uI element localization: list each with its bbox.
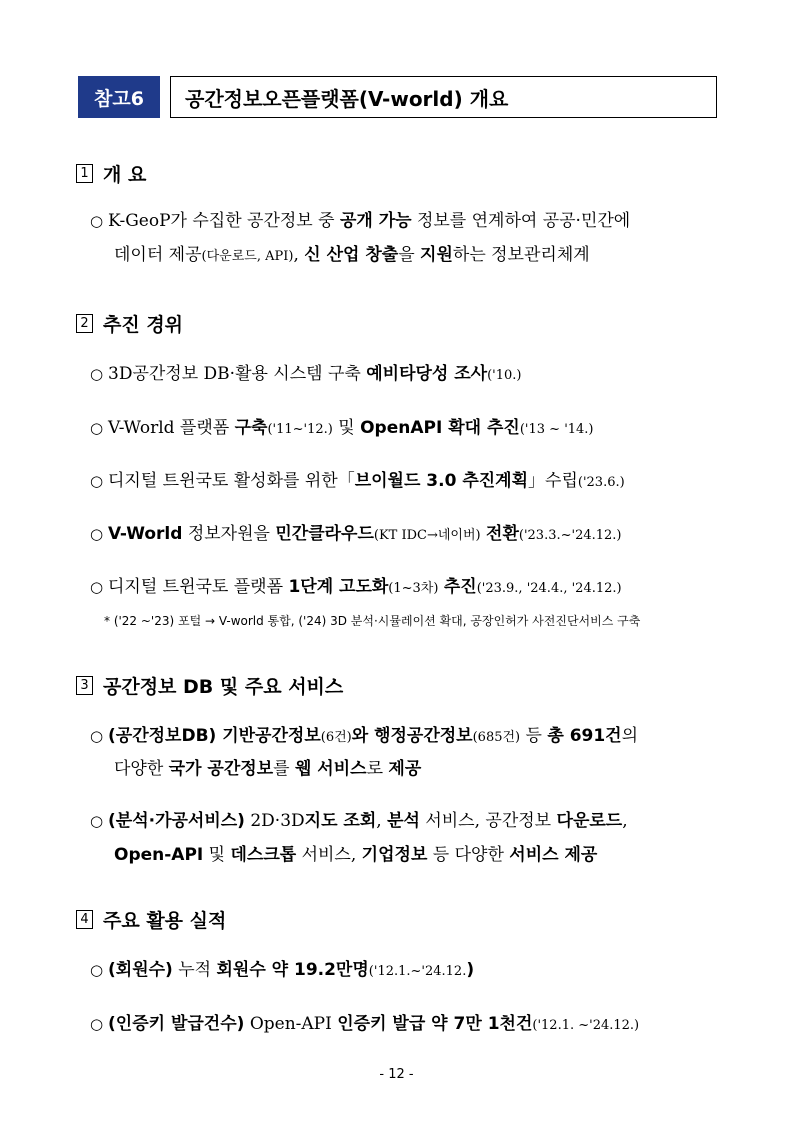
text: 을: [398, 245, 421, 265]
text: ,: [376, 811, 388, 831]
text-bold: ): [466, 960, 475, 980]
section-title: 개 요: [103, 164, 147, 186]
results-item-2: [90, 1014, 639, 1036]
bullet-marker: ○: [90, 525, 104, 543]
section-3-heading: [76, 672, 343, 699]
text-bold: 총 691건: [547, 726, 622, 746]
text: 의: [621, 726, 639, 746]
text-bold: 데스크톱: [230, 845, 297, 865]
bullet-marker: ○: [90, 472, 104, 490]
text-small: ('23.3.~'24.12.): [518, 528, 622, 543]
section-number: 3: [76, 676, 93, 695]
text: 정보를 연계하여 공공·민간에: [411, 211, 631, 231]
section-4-heading: [76, 906, 226, 933]
bullet-marker: ○: [90, 812, 104, 830]
reference-tag: 참고6: [78, 76, 160, 118]
text: 등: [520, 726, 548, 746]
text: Open-API: [244, 1014, 338, 1034]
text-small: ('23.6.): [577, 475, 625, 490]
text-bold: 민간클라우드: [275, 524, 374, 544]
section-number: 4: [76, 910, 93, 929]
overview-line-2: [114, 245, 590, 267]
bullet-marker: ○: [90, 578, 104, 596]
text-bold: 분석: [387, 811, 420, 831]
text-bold: (인증키 발급건수): [108, 1014, 245, 1034]
page-title: 공간정보오픈플랫폼(V-world) 개요: [170, 76, 717, 118]
bullet-marker: ○: [90, 365, 104, 383]
results-item-1: [90, 960, 474, 982]
section-number: 2: [76, 314, 93, 333]
section-1-heading: [76, 160, 146, 187]
text-bold: 국가 공간정보: [168, 759, 274, 779]
text-bold: V-World: [108, 524, 183, 544]
text: V-World 플랫폼: [108, 418, 235, 438]
bullet-marker: ○: [90, 727, 104, 745]
text-small: ('10.): [487, 368, 522, 383]
text-bold: (공간정보DB) 기반공간정보: [108, 726, 321, 746]
text-bold: 제공: [388, 759, 422, 779]
text-bold: 지원: [420, 245, 453, 265]
text: 서비스,: [296, 845, 362, 865]
text-bold: (분석·가공서비스): [108, 811, 245, 831]
text: ,: [293, 245, 305, 265]
text-bold: 기업정보: [361, 845, 428, 865]
text-bold: 추진: [443, 577, 477, 597]
text-small: ('11~'12.): [267, 422, 333, 437]
text-bold: 지도 조회: [304, 811, 377, 831]
history-footnote: * ('22 ~'23) 포털 → V-world 통합, ('24) 3D 분석·시뮬레이션 확대, 공장인허가 사전진단서비스 구축: [104, 614, 641, 628]
text: 로: [366, 759, 389, 779]
text-small: (685건): [472, 730, 521, 745]
section-title: 공간정보 DB 및 주요 서비스: [103, 676, 344, 698]
text-bold: 다운로드: [556, 811, 623, 831]
history-item-3: [90, 471, 625, 493]
text: 정보자원을: [182, 524, 276, 544]
text-bold: 공개 가능: [339, 211, 412, 231]
text-small: ('23.9., '24.4., '24.12.): [476, 581, 622, 596]
text-bold: 예비타당성 조사: [366, 364, 488, 384]
text: 및: [332, 418, 361, 438]
text-small: ('12.1.~'24.12.: [368, 964, 467, 979]
services-item-2-line-2: [114, 845, 597, 865]
services-item-2: [90, 811, 628, 831]
text-bold: 전환: [486, 524, 519, 544]
text-small: (다운로드, API): [201, 249, 294, 264]
text-small: ('12.1. ~'24.12.): [532, 1018, 640, 1033]
text: 2D·3D: [244, 811, 305, 831]
text: 」수립: [528, 471, 578, 491]
text: 디지털 트윈국토 플랫폼: [108, 577, 289, 597]
text-small: (1~3차): [388, 581, 439, 596]
bullet-marker: ○: [90, 212, 104, 230]
text: 를: [273, 759, 295, 779]
overview-bullet: [90, 211, 630, 231]
history-item-5: [90, 577, 622, 599]
bullet-marker: ○: [90, 961, 104, 979]
text-bold: (회원수): [108, 960, 173, 980]
text: 디지털 트윈국토 활성화를 위한「: [108, 471, 355, 491]
bullet-marker: ○: [90, 419, 104, 437]
services-item-1-line-2: [114, 759, 421, 779]
text: 등 다양한: [427, 845, 510, 865]
section-2-heading: [76, 310, 183, 337]
text: 데이터 제공: [114, 245, 202, 265]
text-small: ('13 ~ '14.): [519, 422, 594, 437]
text: 다양한: [114, 759, 169, 779]
text-bold: 구축: [234, 418, 268, 438]
text-bold: 신 산업 창출: [304, 245, 399, 265]
text-bold: 인증키 발급 약 7만 1천건: [337, 1014, 533, 1034]
text: 3D공간정보 DB·활용 시스템 구축: [108, 364, 367, 384]
text-bold: 회원수 약 19.2만명: [216, 960, 369, 980]
text-small: (6건): [320, 730, 352, 745]
history-item-1: [90, 364, 522, 386]
text: K-GeoP가 수집한 공간정보 중: [108, 211, 340, 231]
text-small: (KT IDC→네이버): [373, 528, 481, 543]
page-header: [78, 76, 717, 118]
text-bold: 1단계 고도화: [288, 577, 389, 597]
text: 및: [203, 845, 231, 865]
text-bold: 웹 서비스: [294, 759, 367, 779]
text-bold: OpenAPI 확대 추진: [360, 418, 520, 438]
section-number: 1: [76, 164, 93, 183]
bullet-marker: ○: [90, 1015, 104, 1033]
text-bold: 와 행정공간정보: [351, 726, 473, 746]
section-title: 주요 활용 실적: [103, 910, 227, 932]
history-item-4: [90, 524, 622, 546]
text: 서비스, 공간정보: [419, 811, 557, 831]
text: 누적: [172, 960, 217, 980]
page-number: - 12 -: [379, 1067, 414, 1082]
text-bold: 서비스 제공: [509, 845, 598, 865]
section-title: 추진 경위: [103, 314, 184, 336]
services-item-1: [90, 726, 638, 748]
text-bold: Open-API: [114, 845, 204, 865]
text: 하는 정보관리체계: [452, 245, 590, 265]
text: ,: [622, 811, 628, 831]
text-bold: 브이월드 3.0 추진계획: [354, 471, 529, 491]
history-item-2: [90, 418, 594, 440]
